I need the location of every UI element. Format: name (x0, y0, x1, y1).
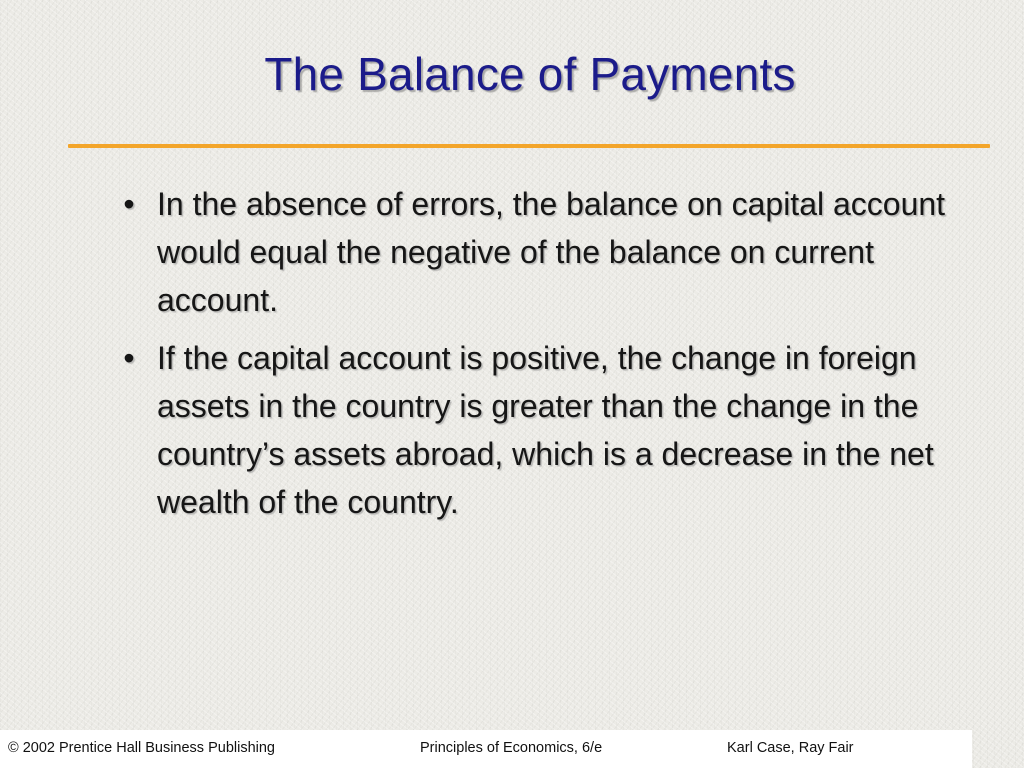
bullet-item (112, 180, 992, 324)
footer-copyright: © 2002 Prentice Hall Business Publishing (8, 740, 275, 756)
slide-footer (0, 730, 972, 768)
bullet-point-icon: • (123, 186, 135, 222)
bullet-list (112, 180, 992, 536)
bullet-text: In the absence of errors, the balance on capital account would equal the negative of the balance on current account. (157, 186, 946, 318)
footer-authors: Karl Case, Ray Fair (727, 740, 854, 756)
bullet-text: If the capital account is positive, the change in foreign assets in the country is greater than the change in the country’s assets abroad, which is a decrease in the net wealth of the country. (157, 340, 934, 520)
slide-title: The Balance of Payments (264, 48, 796, 100)
title-underline (68, 144, 990, 148)
bullet-point-icon: • (123, 340, 135, 376)
bullet-item (112, 334, 992, 526)
footer-book-title: Principles of Economics, 6/e (420, 740, 603, 756)
